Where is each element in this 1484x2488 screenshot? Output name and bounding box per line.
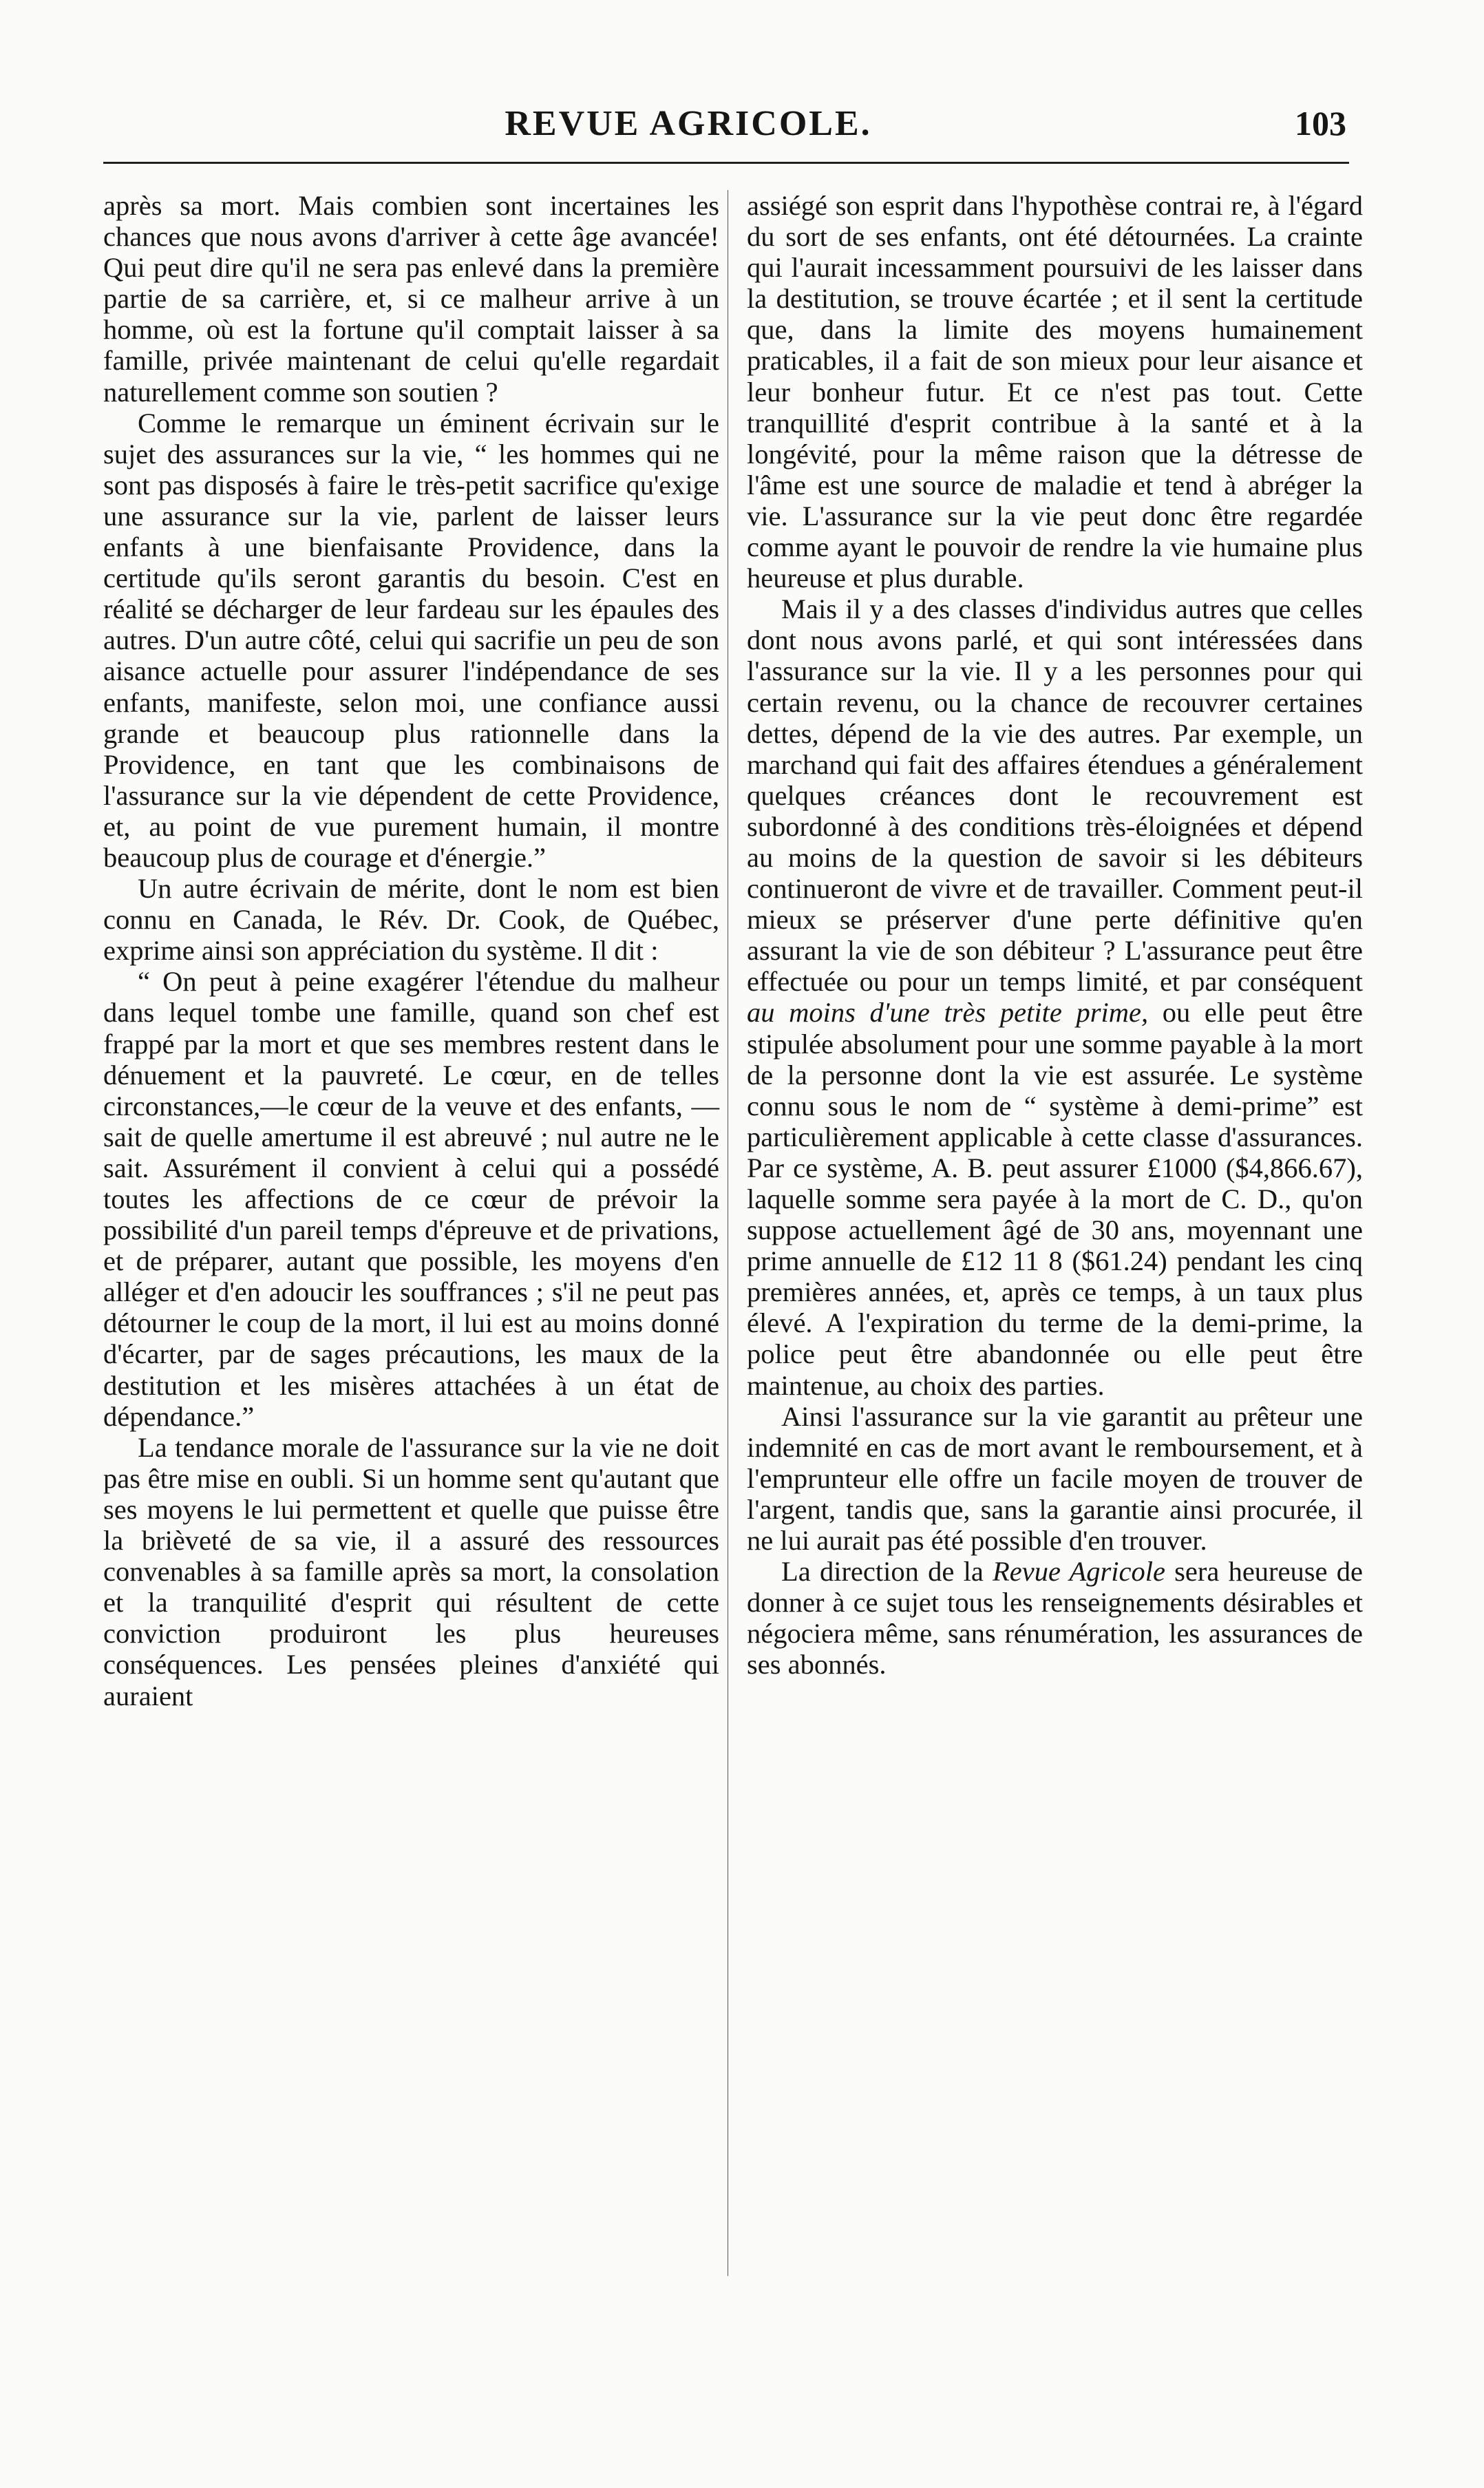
paragraph-text: sera heureuse de donner à ce sujet tous les renseignements désirables et négociera même, sans rénumération, les assurances de ses abonnés. [747, 1556, 1363, 1680]
paragraph [747, 593, 1363, 1400]
page-number: 103 [1295, 104, 1346, 143]
paragraph-text: La direction de la [781, 1556, 993, 1588]
paragraph [747, 1556, 1363, 1680]
paragraph-text: ou elle peut être stipulée absolument pour une somme payable à la mort de la personne dont la vie est assurée. Le système connu sous le nom de “ système à demi-prime” est particulièrement applicable à cette classe d'assurances. Par ce système, A. B. peut assurer £1000 ($4,866.67), laquelle somme sera payée à la mort de C. D., qu'on suppose actuellement âgé de 30 ans, moyennant une prime annuelle de £12 11 8 ($61.24) pendant les cinq premières années, et, après ce temps, à un taux plus élevé. A l'expiration du terme de la demi-prime, la police peut être abandonnée ou elle peut être maintenue, au choix des parties. [747, 997, 1364, 1401]
left-column [103, 190, 719, 1711]
paragraph: Ainsi l'assurance sur la vie garantit au prêteur une indemnité en cas de mort avant le remboursement, et à l'emprunteur elle offre un facile moyen de trouver de l'argent, tandis que, sans la garantie ainsi procurée, il ne lui aurait pas été possible d'en trouver. [747, 1400, 1363, 1557]
paragraph: assiégé son esprit dans l'hypothèse contrai re, à l'égard du sort de ses enfants, ont été détournées. La crainte qui l'aurait incessamment poursuivi de les laisser dans la destitution, se trouve écartée ; et il sent la certitude que, dans la limite des moyens humainement praticables, il a fait de son mieux pour leur aisance et leur bonheur futur. Et ce n'est pas tout. Cette tranquillité d'esprit contribue à la santé et à la longévité, pour la même raison que la détresse de l'âme est une source de maladie et tend à abréger la vie. L'assurance sur la vie peut donc être regardée comme ayant le pouvoir de rendre la vie humaine plus heureuse et plus durable. [747, 190, 1363, 594]
header-rule [103, 162, 1349, 164]
quotation-paragraph: “ On peut à peine exagérer l'étendue du malheur dans lequel tombe une famille, quand son chef est frappé par la mort et que ses membres restent dans le dénuement et la pauvreté. Le cœur, en de telles circonstances,—le cœur de la veuve et des enfants, —sait de quelle amertume il est abreuvé ; nul autre ne le sait. Assurément il convient à celui qui a possédé toutes les affections de ce cœur de prévoir la possibilité d'un pareil temps d'épreuve et de privations, et de préparer, autant que possible, les moyens d'en alléger et d'en adoucir les souffrances ; s'il ne peut pas détourner le coup de la mort, il lui est au moins donné d'écarter, par de sages précautions, les maux de la destitution et les misères attachées à un état de dépendance.” [103, 966, 719, 1432]
paragraph: Un autre écrivain de mérite, dont le nom est bien connu en Canada, le Rév. Dr. Cook, de Québec, exprime ainsi son appréciation du système. Il dit : [103, 873, 719, 967]
paragraph: Comme le remarque un éminent écrivain sur le sujet des assurances sur la vie, “ les hommes qui ne sont pas disposés à faire le très-petit sacrifice qu'exige une assurance sur la vie, parlent de laisser leurs enfants à une bienfaisante Providence, dans la certitude qu'ils seront garantis du besoin. C'est en réalité se décharger de leur fardeau sur les épaules des autres. D'un autre côté, celui qui sacrifie un peu de son aisance actuelle pour assurer l'indépendance de ses enfants, manifeste, selon moi, une confiance aussi grande et beaucoup plus rationnelle dans la Providence, en tant que les combinaisons de l'assurance sur la vie dépendent de cette Providence, et, au point de vue purement humain, il montre beaucoup plus de courage et d'énergie.” [103, 407, 719, 873]
italic-phrase: au moins d'une très petite prime, [747, 997, 1149, 1029]
paragraph: La tendance morale de l'assurance sur la vie ne doit pas être mise en oubli. Si un homme sent qu'autant que ses moyens le lui permettent et quelle que puisse être la brièveté de sa vie, il a assuré des ressources convenables à sa famille après sa mort, la consolation et la tranquilité d'esprit qui résultent de cette conviction produiront les plus heureuses conséquences. Les pensées pleines d'anxiété qui auraient [103, 1431, 719, 1711]
journal-title: Revue Agricole [993, 1556, 1165, 1588]
paragraph: après sa mort. Mais combien sont incertaines les chances que nous avons d'arriver à cette âge avancée! Qui peut dire qu'il ne sera pas enlevé dans la première partie de sa carrière, et, si ce malheur arrive à un homme, où est la fortune qu'il comptait laisser à sa famille, privée maintenant de celui qu'elle regardait naturellement comme son soutien ? [103, 190, 719, 408]
right-column [747, 190, 1363, 1680]
running-title: REVUE AGRICOLE. [505, 104, 872, 143]
paragraph-text: Mais il y a des classes d'individus autres que celles dont nous avons parlé, et qui sont intéressées dans l'assurance sur la vie. Il y a les personnes pour qui certain revenu, ou la chance de recouvrer certaines dettes, dépend de la vie des autres. Par exemple, un marchand qui fait des affaires étendues a généralement quelques créances dont le recouvrement est subordonné à des conditions très-éloignées et dépend au moins de la question de savoir si les débiteurs continueront de vivre et de travailler. Comment peut-il mieux se préserver d'une perte définitive qu'en assurant la vie de son débiteur ? L'assurance peut être effectuée ou pour un temps limité, et par conséquent [747, 593, 1363, 998]
